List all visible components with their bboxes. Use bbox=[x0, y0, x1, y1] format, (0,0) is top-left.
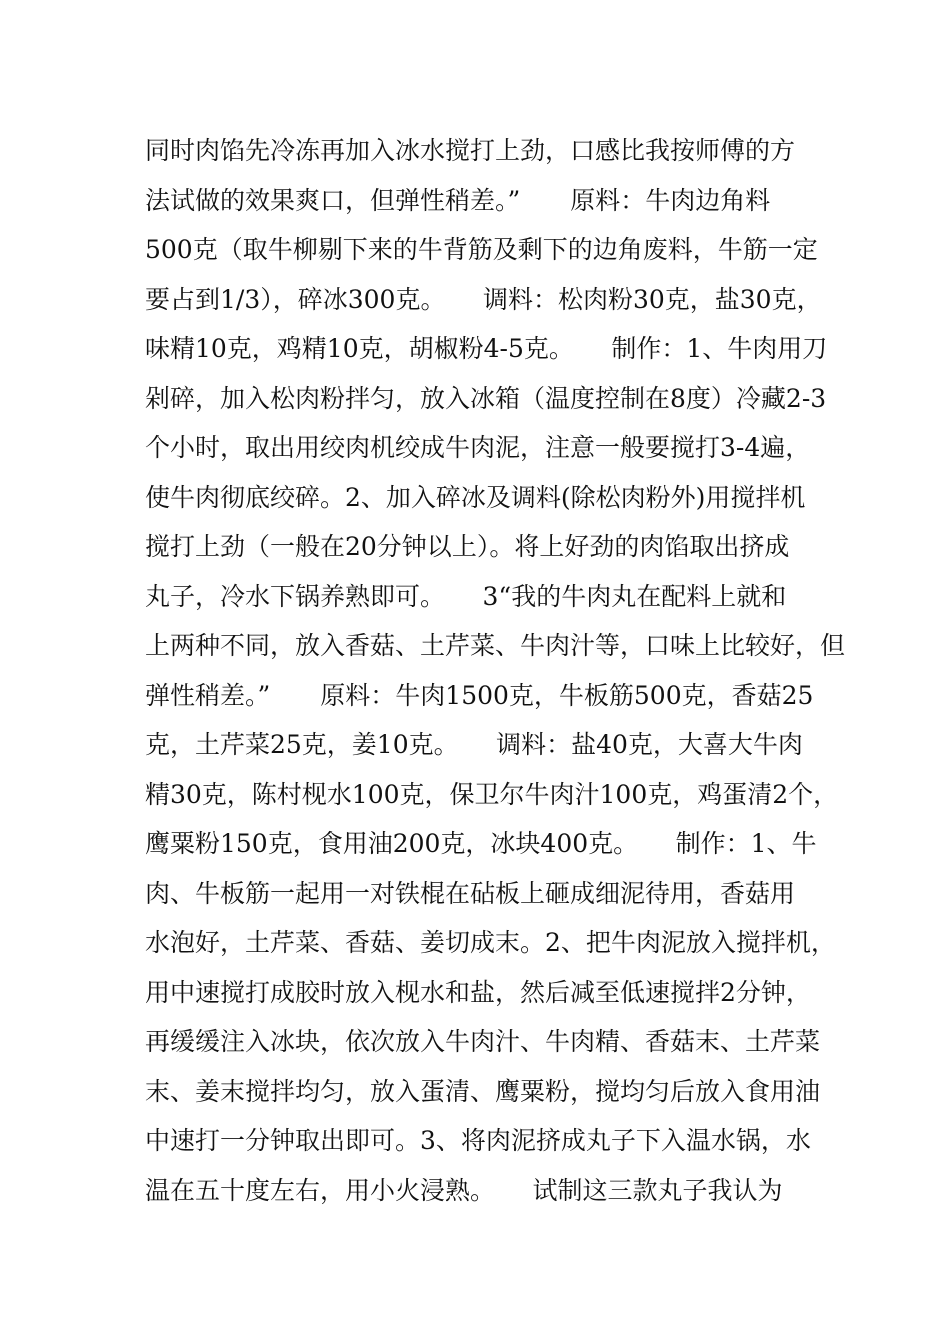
text-line: 肉、牛板筋一起用一对铁棍在砧板上砸成细泥待用，香菇用 bbox=[145, 878, 796, 908]
text-line: 精30克，陈村枧水100克，保卫尔牛肉汁100克，鸡蛋清2个， bbox=[145, 779, 839, 809]
text-line: 丸子，冷水下锅养熟即可。 3“我的牛肉丸在配料上就和 bbox=[145, 581, 787, 611]
text-line: 鹰粟粉150克，食用油200克，冰块400克。 制作：1、牛 bbox=[145, 829, 817, 858]
text-line: 要占到1/3），碎冰300克。 调料：松肉粉30克，盐30克， bbox=[145, 284, 822, 314]
text-line: 使牛肉彻底绞碎。2、加入碎冰及调料(除松肉粉外)用搅拌机 bbox=[145, 482, 806, 512]
text-line: 上两种不同，放入香菇、土芹菜、牛肉汁等，口味上比较好，但 bbox=[145, 631, 846, 660]
text-line: 克，土芹菜25克，姜10克。 调料：盐40克，大喜大牛肉 bbox=[145, 730, 803, 759]
text-line: 法试做的效果爽口，但弹性稍差。” 原料：牛肉边角料 bbox=[145, 185, 771, 215]
text-line: 水泡好，土芹菜、香菇、姜切成末。2、把牛肉泥放入搅拌机， bbox=[145, 928, 836, 957]
text-line: 味精10克，鸡精10克，胡椒粉4-5克。 制作：1、牛肉用刀 bbox=[145, 334, 828, 363]
body-text bbox=[145, 126, 846, 1215]
text-line: 用中速搅打成胶时放入枧水和盐，然后减至低速搅拌2分钟， bbox=[145, 977, 811, 1007]
text-line: 个小时，取出用绞肉机绞成牛肉泥，注意一般要搅打3-4遍， bbox=[145, 433, 811, 462]
text-line: 搅打上劲（一般在20分钟以上）。将上好劲的肉馅取出挤成 bbox=[145, 532, 790, 561]
text-line: 同时肉馅先冷冻再加入冰水搅打上劲，口感比我按师傅的方 bbox=[145, 136, 796, 165]
text-line: 再缓缓注入冰块，依次放入牛肉汁、牛肉精、香菇末、土芹菜 bbox=[145, 1027, 821, 1056]
text-line: 弹性稍差。” 原料：牛肉1500克，牛板筋500克，香菇25 bbox=[145, 680, 814, 710]
text-line: 末、姜末搅拌均匀，放入蛋清、鹰粟粉，搅均匀后放入食用油 bbox=[145, 1076, 821, 1106]
text-line: 剁碎，加入松肉粉拌匀，放入冰箱（温度控制在8度）冷藏2-3 bbox=[145, 383, 827, 413]
text-line: 温在五十度左右，用小火浸熟。 试制这三款丸子我认为 bbox=[145, 1175, 783, 1205]
text-line: 中速打一分钟取出即可。3、将肉泥挤成丸子下入温水锅，水 bbox=[145, 1126, 811, 1155]
text-line: 500克（取牛柳剔下来的牛背筋及剩下的边角废料，牛筋一定 bbox=[145, 235, 818, 264]
